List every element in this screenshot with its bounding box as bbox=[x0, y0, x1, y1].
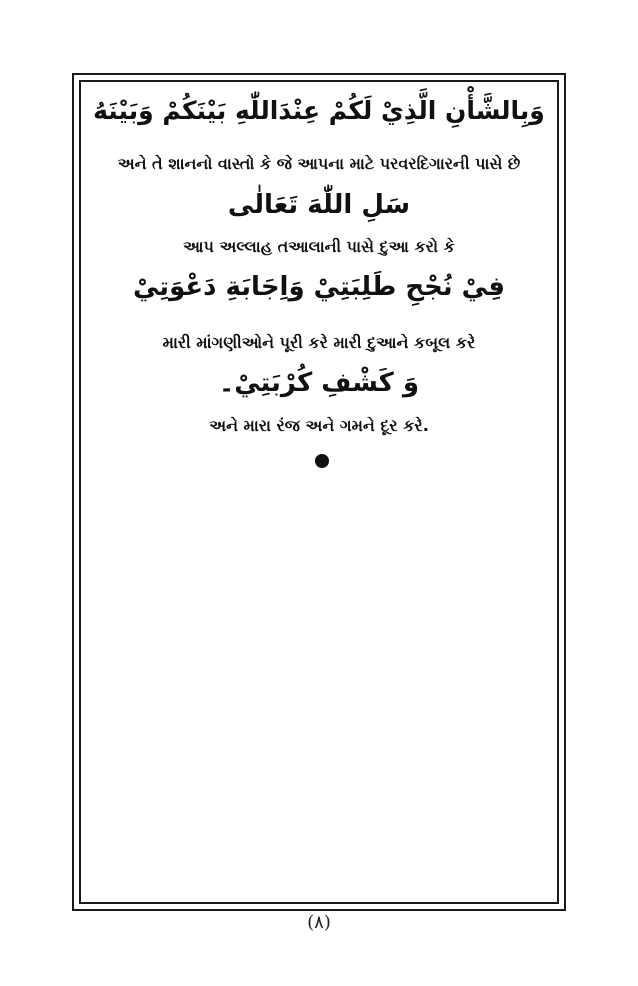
arabic-verse-1: وَبِالشَّأْنِ الَّذِيْ لَكُمْ عِنْدَاللّٰهِ بَيْنَكُمْ وَبَيْنَهُ bbox=[93, 96, 545, 125]
arabic-verse-4: وَ كَشْفِ كُرْبَتِيْ۔ bbox=[218, 368, 419, 398]
page-number: (۸) bbox=[307, 912, 331, 933]
arabic-verse-2: سَلِ اللّٰهَ تَعَالٰى bbox=[227, 190, 411, 220]
page-border-inner bbox=[79, 80, 559, 904]
gujarati-translation-1: અને તે શાનનો વાસ્તો કે જે આપના માટે પરવરદિગારની પાસે છે bbox=[117, 154, 521, 173]
end-bullet-dot bbox=[315, 454, 329, 468]
gujarati-translation-2: આપ અલ્લાહ તઆલાની પાસે દુઆ કરો કે bbox=[183, 237, 455, 256]
gujarati-translation-4: અને મારા રંજ અને ગમને દૂર કરે. bbox=[209, 416, 429, 435]
gujarati-translation-3: મારી માંગણીઓને પૂરી કરે મારી દુઆને કબૂલ કરે bbox=[162, 333, 476, 352]
arabic-verse-3: فِيْ نُجْحِ طَلِبَتِيْ وَاِجَابَةِ دَعْوَتِيْ bbox=[133, 272, 505, 302]
page-border-outer bbox=[72, 73, 566, 911]
